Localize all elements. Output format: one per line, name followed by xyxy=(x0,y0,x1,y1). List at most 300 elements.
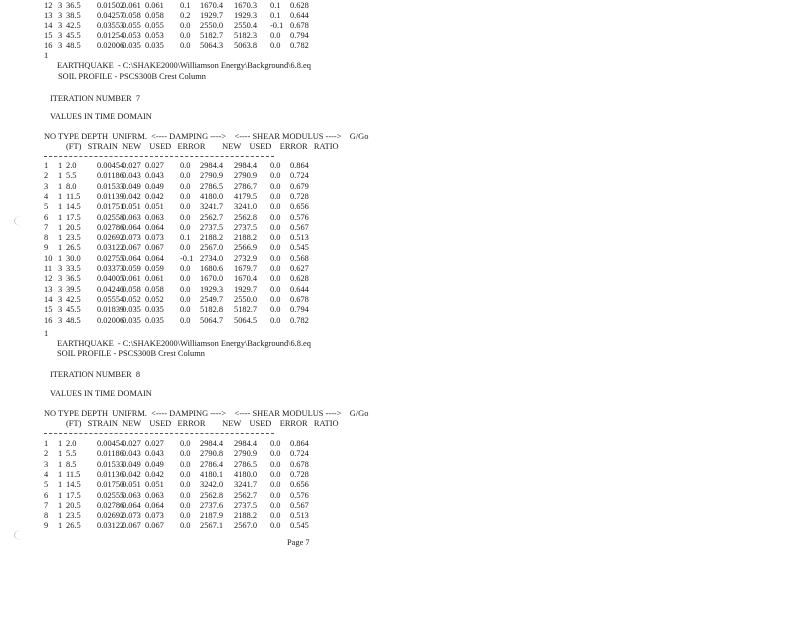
modulus-error-cell: 0.0 xyxy=(270,202,281,212)
block-2-soil-profile-line: SOIL PROFILE - PSCS300B Crest Column xyxy=(57,349,205,358)
damping-new-cell: 0.042 xyxy=(122,469,141,479)
depth-cell: 5.5 xyxy=(66,449,77,459)
uniform-strain-cell: 0.01139 xyxy=(97,191,124,201)
uniform-strain-cell: 0.01254 xyxy=(97,31,125,40)
soil-type-cell: 1 xyxy=(58,469,63,479)
damping-error-cell: 0.0 xyxy=(180,202,191,212)
damping-used-cell: 0.063 xyxy=(145,490,164,500)
modulus-ratio-cell: 0.782 xyxy=(290,41,309,50)
modulus-error-cell: 0.0 xyxy=(270,294,281,304)
damping-error-cell: 0.0 xyxy=(180,449,191,459)
damping-error-cell: 0.0 xyxy=(180,284,191,294)
modulus-new-cell: 2786.5 xyxy=(200,181,224,191)
iteration-6-row xyxy=(0,1,800,11)
iteration-7-row xyxy=(0,171,800,181)
damping-error-cell: 0.0 xyxy=(180,469,191,479)
depth-cell: 17.5 xyxy=(66,212,81,222)
iteration-8-row xyxy=(0,511,800,521)
iteration-7-row xyxy=(0,285,800,295)
iteration-8-row xyxy=(0,470,800,480)
damping-error-cell: 0.0 xyxy=(180,511,191,521)
modulus-error-cell: 0.0 xyxy=(270,31,281,40)
modulus-error-cell: 0.0 xyxy=(270,181,281,191)
uniform-strain-cell: 0.00454 xyxy=(97,161,125,170)
damping-used-cell: 0.027 xyxy=(145,161,164,170)
damping-new-cell: 0.055 xyxy=(122,21,141,30)
modulus-error-cell: 0.0 xyxy=(270,439,281,448)
damping-new-cell: 0.035 xyxy=(122,41,141,50)
damping-new-cell: 0.051 xyxy=(122,480,141,490)
uniform-strain-cell: 0.02692 xyxy=(97,233,125,243)
modulus-used-cell: 2790.9 xyxy=(234,171,258,181)
iteration-7-row xyxy=(0,254,800,264)
depth-cell: 33.5 xyxy=(66,264,81,273)
modulus-used-cell: 2732.9 xyxy=(234,253,258,263)
modulus-used-cell: 4179.5 xyxy=(234,191,258,201)
modulus-new-cell: 1670.0 xyxy=(200,274,224,284)
depth-cell: 8.0 xyxy=(66,181,77,191)
damping-new-cell: 0.073 xyxy=(122,233,141,243)
layer-number-cell: 1 xyxy=(44,161,49,170)
soil-type-cell: 1 xyxy=(58,171,63,181)
modulus-new-cell: 1929.7 xyxy=(200,11,224,20)
depth-cell: 36.5 xyxy=(66,1,81,10)
modulus-error-cell: 0.0 xyxy=(270,305,281,315)
modulus-ratio-cell: 0.794 xyxy=(290,305,309,315)
modulus-used-cell: 1679.7 xyxy=(234,264,258,273)
uniform-strain-cell: 0.01533 xyxy=(97,181,125,191)
block-1-table-header-row-1: NO TYPE DEPTH UNIFRM. <---- DAMPING ----> <---- SHEAR MODULUS ----> G/Go xyxy=(44,132,369,141)
modulus-error-cell: 0.0 xyxy=(270,243,281,253)
uniform-strain-cell: 0.03373 xyxy=(97,264,125,273)
damping-error-cell: 0.0 xyxy=(180,315,191,325)
soil-type-cell: 1 xyxy=(58,191,63,201)
depth-cell: 23.5 xyxy=(66,233,81,243)
damping-error-cell: 0.0 xyxy=(180,459,191,469)
modulus-new-cell: 2562.8 xyxy=(200,490,224,500)
block-2-iteration-heading: ITERATION NUMBER 8 xyxy=(50,370,141,379)
iteration-7-row xyxy=(0,295,800,305)
layer-number-cell: 6 xyxy=(44,490,49,500)
iteration-8-row xyxy=(0,480,800,490)
iteration-6-row xyxy=(0,21,800,31)
damping-new-cell: 0.027 xyxy=(122,161,141,170)
modulus-new-cell: 2187.9 xyxy=(200,511,224,521)
damping-new-cell: 0.051 xyxy=(122,202,141,212)
layer-number-cell: 13 xyxy=(44,11,53,20)
layer-number-cell: 2 xyxy=(44,449,49,459)
layer-number-cell: 6 xyxy=(44,212,49,222)
modulus-ratio-cell: 0.644 xyxy=(290,284,309,294)
uniform-strain-cell: 0.02006 xyxy=(97,41,125,50)
layer-number-cell: 5 xyxy=(44,480,49,490)
iteration-7-row xyxy=(0,223,800,233)
uniform-strain-cell: 0.04240 xyxy=(97,284,125,294)
damping-new-cell: 0.064 xyxy=(122,253,141,263)
damping-error-cell: 0.0 xyxy=(180,439,191,448)
soil-type-cell: 1 xyxy=(58,202,63,212)
iteration-8-row xyxy=(0,491,800,501)
modulus-ratio-cell: 0.627 xyxy=(290,264,309,273)
layer-number-cell: 5 xyxy=(44,202,49,212)
modulus-new-cell: 5064.3 xyxy=(200,41,224,50)
modulus-ratio-cell: 0.656 xyxy=(290,480,309,490)
modulus-ratio-cell: 0.644 xyxy=(290,11,309,20)
modulus-used-cell: 2566.9 xyxy=(234,243,258,253)
modulus-ratio-cell: 0.728 xyxy=(290,469,309,479)
damping-new-cell: 0.058 xyxy=(122,11,141,20)
damping-new-cell: 0.064 xyxy=(122,222,141,232)
modulus-ratio-cell: 0.678 xyxy=(290,294,309,304)
damping-error-cell: 0.0 xyxy=(180,191,191,201)
uniform-strain-cell: 0.01533 xyxy=(97,459,125,469)
page-number: Page 7 xyxy=(287,538,310,547)
modulus-error-cell: 0.1 xyxy=(270,11,281,20)
modulus-ratio-cell: 0.724 xyxy=(290,449,309,459)
damping-used-cell: 0.058 xyxy=(145,11,164,20)
modulus-used-cell: 3241.7 xyxy=(234,480,258,490)
damping-used-cell: 0.059 xyxy=(145,264,164,273)
iteration-8-row xyxy=(0,521,800,531)
modulus-ratio-cell: 0.679 xyxy=(290,181,309,191)
modulus-new-cell: 2984.4 xyxy=(200,439,224,448)
modulus-used-cell: 2786.7 xyxy=(234,181,258,191)
depth-cell: 23.5 xyxy=(66,511,81,521)
modulus-error-cell: 0.0 xyxy=(270,264,281,273)
soil-type-cell: 1 xyxy=(58,521,63,531)
modulus-error-cell: 0.0 xyxy=(270,233,281,243)
modulus-used-cell: 3241.0 xyxy=(234,202,258,212)
iteration-7-row xyxy=(0,182,800,192)
damping-used-cell: 0.051 xyxy=(145,480,164,490)
damping-used-cell: 0.067 xyxy=(145,521,164,531)
block-2-earthquake-line: EARTHQUAKE - C:\SHAKE2000\Williamson Energy\Background\6.8.eq xyxy=(57,339,311,348)
modulus-new-cell: 2562.7 xyxy=(200,212,224,222)
soil-type-cell: 3 xyxy=(58,294,63,304)
damping-new-cell: 0.064 xyxy=(122,500,141,510)
soil-type-cell: 1 xyxy=(58,439,63,448)
iteration-6-row xyxy=(0,11,800,21)
depth-cell: 42.5 xyxy=(66,294,81,304)
damping-used-cell: 0.049 xyxy=(145,459,164,469)
modulus-used-cell: 2984.4 xyxy=(234,439,258,448)
block-2-values-heading: VALUES IN TIME DOMAIN xyxy=(50,389,152,398)
modulus-new-cell: 2550.0 xyxy=(200,21,224,30)
modulus-used-cell: 1929.3 xyxy=(234,11,258,20)
damping-used-cell: 0.035 xyxy=(145,41,164,50)
layer-number-cell: 4 xyxy=(44,191,49,201)
soil-type-cell: 1 xyxy=(58,459,63,469)
iteration-8-row xyxy=(0,449,800,459)
iteration-8-row xyxy=(0,501,800,511)
modulus-ratio-cell: 0.782 xyxy=(290,315,309,325)
damping-new-cell: 0.059 xyxy=(122,264,141,273)
scan-punch-mark xyxy=(14,216,29,226)
modulus-ratio-cell: 0.567 xyxy=(290,222,309,232)
modulus-error-cell: 0.0 xyxy=(270,222,281,232)
modulus-error-cell: 0.0 xyxy=(270,500,281,510)
uniform-strain-cell: 0.04005 xyxy=(97,274,125,284)
block-2-separator: 1 xyxy=(44,329,49,338)
damping-error-cell: 0.1 xyxy=(180,1,191,10)
modulus-new-cell: 1680.6 xyxy=(200,264,224,273)
modulus-new-cell: 2567.0 xyxy=(200,243,224,253)
uniform-strain-cell: 0.01186 xyxy=(97,171,124,181)
damping-new-cell: 0.035 xyxy=(122,305,141,315)
uniform-strain-cell: 0.01751 xyxy=(97,202,125,212)
modulus-used-cell: 4180.0 xyxy=(234,469,258,479)
uniform-strain-cell: 0.00454 xyxy=(97,439,125,448)
block-2-table-header-row-1: NO TYPE DEPTH UNIFRM. <---- DAMPING ----> <---- SHEAR MODULUS ----> G/Go xyxy=(44,409,369,418)
damping-used-cell: 0.053 xyxy=(145,31,164,40)
damping-used-cell: 0.051 xyxy=(145,202,164,212)
iteration-7-row xyxy=(0,274,800,284)
depth-cell: 26.5 xyxy=(66,521,81,531)
damping-used-cell: 0.067 xyxy=(145,243,164,253)
damping-new-cell: 0.052 xyxy=(122,294,141,304)
iteration-7-row xyxy=(0,233,800,243)
modulus-ratio-cell: 0.864 xyxy=(290,161,309,170)
modulus-new-cell: 2737.6 xyxy=(200,500,224,510)
soil-type-cell: 1 xyxy=(58,161,63,170)
soil-type-cell: 3 xyxy=(58,284,63,294)
soil-type-cell: 3 xyxy=(58,11,63,20)
uniform-strain-cell: 0.01502 xyxy=(97,1,125,10)
damping-used-cell: 0.043 xyxy=(145,171,164,181)
layer-number-cell: 16 xyxy=(44,41,53,50)
soil-type-cell: 1 xyxy=(58,212,63,222)
modulus-ratio-cell: 0.567 xyxy=(290,500,309,510)
uniform-strain-cell: 0.02755 xyxy=(97,253,125,263)
damping-used-cell: 0.058 xyxy=(145,284,164,294)
modulus-used-cell: 5182.7 xyxy=(234,305,258,315)
damping-used-cell: 0.042 xyxy=(145,469,164,479)
modulus-error-cell: 0.0 xyxy=(270,171,281,181)
soil-type-cell: 3 xyxy=(58,305,63,315)
damping-error-cell: 0.1 xyxy=(180,233,191,243)
modulus-new-cell: 2786.4 xyxy=(200,459,224,469)
damping-used-cell: 0.064 xyxy=(145,253,164,263)
modulus-error-cell: -0.1 xyxy=(270,21,284,30)
damping-used-cell: 0.027 xyxy=(145,439,164,448)
modulus-ratio-cell: 0.728 xyxy=(290,191,309,201)
modulus-new-cell: 1929.3 xyxy=(200,284,224,294)
soil-type-cell: 1 xyxy=(58,181,63,191)
damping-new-cell: 0.067 xyxy=(122,243,141,253)
damping-error-cell: 0.0 xyxy=(180,500,191,510)
depth-cell: 45.5 xyxy=(66,31,81,40)
damping-used-cell: 0.042 xyxy=(145,191,164,201)
damping-used-cell: 0.049 xyxy=(145,181,164,191)
damping-used-cell: 0.061 xyxy=(145,274,164,284)
modulus-used-cell: 5063.8 xyxy=(234,41,258,50)
damping-error-cell: 0.0 xyxy=(180,222,191,232)
modulus-new-cell: 4180.0 xyxy=(200,191,224,201)
modulus-ratio-cell: 0.678 xyxy=(290,459,309,469)
uniform-strain-cell: 0.01750 xyxy=(97,480,125,490)
depth-cell: 14.5 xyxy=(66,480,81,490)
iteration-6-row xyxy=(0,31,800,41)
modulus-used-cell: 1929.7 xyxy=(234,284,258,294)
soil-type-cell: 3 xyxy=(58,31,63,40)
modulus-new-cell: 3242.0 xyxy=(200,480,224,490)
damping-error-cell: 0.0 xyxy=(180,521,191,531)
damping-error-cell: 0.0 xyxy=(180,161,191,170)
layer-number-cell: 9 xyxy=(44,243,49,253)
iteration-7-row xyxy=(0,213,800,223)
modulus-new-cell: 3241.7 xyxy=(200,202,224,212)
iteration-7-row xyxy=(0,316,800,326)
uniform-strain-cell: 0.01136 xyxy=(97,469,124,479)
modulus-error-cell: 0.1 xyxy=(270,1,281,10)
modulus-error-cell: 0.0 xyxy=(270,212,281,222)
modulus-ratio-cell: 0.513 xyxy=(290,511,309,521)
modulus-new-cell: 5182.8 xyxy=(200,305,224,315)
modulus-error-cell: 0.0 xyxy=(270,191,281,201)
iteration-7-row xyxy=(0,264,800,274)
layer-number-cell: 9 xyxy=(44,521,49,531)
modulus-used-cell: 2737.5 xyxy=(234,222,258,232)
iteration-8-row xyxy=(0,460,800,470)
soil-type-cell: 3 xyxy=(58,21,63,30)
iteration-8-row xyxy=(0,439,800,449)
block-1-values-heading: VALUES IN TIME DOMAIN xyxy=(50,112,152,121)
modulus-used-cell: 5064.5 xyxy=(234,315,258,325)
modulus-error-cell: 0.0 xyxy=(270,253,281,263)
depth-cell: 48.5 xyxy=(66,41,81,50)
modulus-used-cell: 2188.2 xyxy=(234,511,258,521)
uniform-strain-cell: 0.02558 xyxy=(97,212,125,222)
uniform-strain-cell: 0.03553 xyxy=(97,21,125,30)
uniform-strain-cell: 0.01186 xyxy=(97,449,124,459)
damping-used-cell: 0.055 xyxy=(145,21,164,30)
modulus-error-cell: 0.0 xyxy=(270,41,281,50)
iteration-7-row xyxy=(0,192,800,202)
soil-type-cell: 3 xyxy=(58,1,63,10)
layer-number-cell: 15 xyxy=(44,305,53,315)
depth-cell: 20.5 xyxy=(66,500,81,510)
depth-cell: 48.5 xyxy=(66,315,81,325)
damping-new-cell: 0.049 xyxy=(122,459,141,469)
depth-cell: 5.5 xyxy=(66,171,77,181)
modulus-ratio-cell: 0.628 xyxy=(290,1,309,10)
modulus-new-cell: 5182.7 xyxy=(200,31,224,40)
layer-number-cell: 3 xyxy=(44,181,49,191)
depth-cell: 38.5 xyxy=(66,11,81,20)
layer-number-cell: 12 xyxy=(44,274,53,284)
modulus-ratio-cell: 0.545 xyxy=(290,243,309,253)
modulus-new-cell: 2549.7 xyxy=(200,294,224,304)
damping-new-cell: 0.067 xyxy=(122,521,141,531)
block-2-table-header-row-2: (FT) STRAIN NEW USED ERROR NEW USED ERROR RATIO xyxy=(66,419,339,428)
modulus-new-cell: 2790.8 xyxy=(200,449,224,459)
modulus-new-cell: 2188.2 xyxy=(200,233,224,243)
modulus-used-cell: 2984.4 xyxy=(234,161,258,170)
layer-number-cell: 13 xyxy=(44,284,53,294)
uniform-strain-cell: 0.02006 xyxy=(97,315,125,325)
modulus-used-cell: 2562.7 xyxy=(234,490,258,500)
modulus-ratio-cell: 0.568 xyxy=(290,253,309,263)
damping-new-cell: 0.063 xyxy=(122,490,141,500)
damping-error-cell: 0.0 xyxy=(180,274,191,284)
modulus-used-cell: 2550.0 xyxy=(234,294,258,304)
layer-number-cell: 4 xyxy=(44,469,49,479)
damping-new-cell: 0.043 xyxy=(122,171,141,181)
modulus-ratio-cell: 0.724 xyxy=(290,171,309,181)
damping-new-cell: 0.073 xyxy=(122,511,141,521)
damping-used-cell: 0.073 xyxy=(145,511,164,521)
damping-used-cell: 0.061 xyxy=(145,1,164,10)
damping-used-cell: 0.043 xyxy=(145,449,164,459)
soil-type-cell: 1 xyxy=(58,233,63,243)
modulus-used-cell: 1670.3 xyxy=(234,1,258,10)
block-2-header-rule xyxy=(44,433,274,434)
layer-number-cell: 16 xyxy=(44,315,53,325)
damping-error-cell: 0.0 xyxy=(180,21,191,30)
modulus-ratio-cell: 0.628 xyxy=(290,274,309,284)
modulus-new-cell: 5064.7 xyxy=(200,315,224,325)
depth-cell: 8.5 xyxy=(66,459,77,469)
depth-cell: 2.0 xyxy=(66,161,77,170)
damping-error-cell: 0.2 xyxy=(180,11,191,20)
modulus-used-cell: 2562.8 xyxy=(234,212,258,222)
iteration-7-row xyxy=(0,202,800,212)
layer-number-cell: 2 xyxy=(44,171,49,181)
iteration-7-row xyxy=(0,243,800,253)
layer-number-cell: 7 xyxy=(44,222,49,232)
modulus-used-cell: 2790.9 xyxy=(234,449,258,459)
block-1-header-rule xyxy=(44,156,274,157)
layer-number-cell: 12 xyxy=(44,1,53,10)
modulus-error-cell: 0.0 xyxy=(270,490,281,500)
damping-new-cell: 0.063 xyxy=(122,212,141,222)
damping-new-cell: 0.042 xyxy=(122,191,141,201)
layer-number-cell: 15 xyxy=(44,31,53,40)
modulus-ratio-cell: 0.864 xyxy=(290,439,309,448)
damping-new-cell: 0.027 xyxy=(122,439,141,448)
uniform-strain-cell: 0.04257 xyxy=(97,11,125,20)
modulus-error-cell: 0.0 xyxy=(270,284,281,294)
block-1-iteration-heading: ITERATION NUMBER 7 xyxy=(50,94,141,103)
depth-cell: 30.0 xyxy=(66,253,81,263)
uniform-strain-cell: 0.05554 xyxy=(97,294,125,304)
layer-number-cell: 8 xyxy=(44,233,49,243)
damping-error-cell: 0.0 xyxy=(180,171,191,181)
modulus-new-cell: 2984.4 xyxy=(200,161,224,170)
block-1-soil-profile-line: SOIL PROFILE - PSCS300B Crest Column xyxy=(58,72,206,81)
uniform-strain-cell: 0.03122 xyxy=(97,243,125,253)
damping-used-cell: 0.073 xyxy=(145,233,164,243)
depth-cell: 2.0 xyxy=(66,439,77,448)
modulus-used-cell: 2567.0 xyxy=(234,521,258,531)
uniform-strain-cell: 0.01839 xyxy=(97,305,125,315)
damping-error-cell: -0.1 xyxy=(180,253,194,263)
soil-type-cell: 1 xyxy=(58,253,63,263)
damping-new-cell: 0.043 xyxy=(122,449,141,459)
soil-type-cell: 1 xyxy=(58,222,63,232)
modulus-ratio-cell: 0.513 xyxy=(290,233,309,243)
modulus-new-cell: 2737.5 xyxy=(200,222,224,232)
depth-cell: 42.5 xyxy=(66,21,81,30)
layer-number-cell: 8 xyxy=(44,511,49,521)
modulus-new-cell: 4180.1 xyxy=(200,469,224,479)
soil-type-cell: 1 xyxy=(58,511,63,521)
modulus-ratio-cell: 0.678 xyxy=(290,21,309,30)
damping-new-cell: 0.061 xyxy=(122,1,141,10)
modulus-ratio-cell: 0.656 xyxy=(290,202,309,212)
damping-used-cell: 0.052 xyxy=(145,294,164,304)
layer-number-cell: 11 xyxy=(44,264,53,273)
